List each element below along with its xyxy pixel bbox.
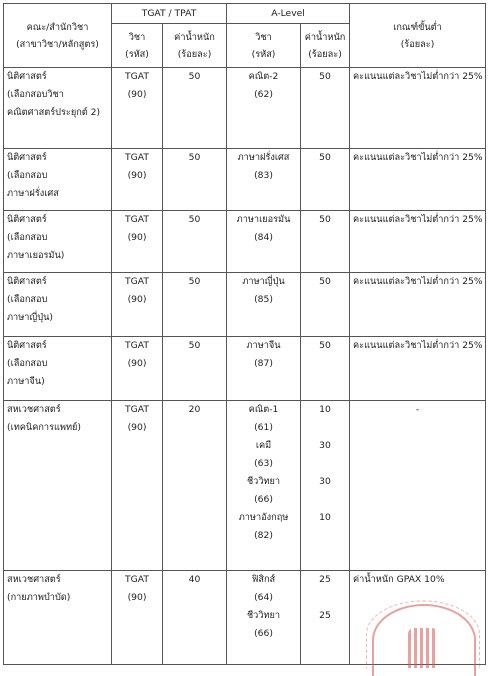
tgat-subject-header-line1: วิชา (128, 31, 146, 43)
alevel-weight-header-line2: (ร้อยละ) (308, 48, 342, 60)
faculty-cell (4, 273, 112, 337)
alevel-subject-code: (64) (254, 592, 273, 603)
weight-spacer (304, 455, 346, 473)
alevel-weight-value: 25 (319, 574, 331, 585)
tgat-subject-cell (112, 401, 163, 571)
weight-spacer (304, 589, 346, 607)
alevel-subject-code: (63) (254, 458, 273, 469)
faculty-text: คณิตศาสตร์ประยุกต์ 2) (7, 107, 101, 118)
alevel-subject-cell (227, 68, 301, 149)
weight-spacer (304, 167, 346, 185)
alevel-subject-name: ภาษาฝรั่งเศส (237, 152, 290, 163)
faculty-text: (เทคนิคการแพทย์) (7, 422, 82, 433)
faculty-cell (4, 68, 112, 149)
alevel-subject-header (227, 24, 301, 68)
alevel-subject-code: (66) (254, 628, 273, 639)
minimum-criteria-text: คะแนนแต่ละวิชาไม่ต่ำกว่า 25% (353, 340, 483, 351)
minimum-criteria-text: คะแนนแต่ละวิชาไม่ต่ำกว่า 25% (353, 71, 483, 82)
minimum-criteria-text: ค่าน้ำหนัก GPAX 10% (353, 574, 445, 585)
tgat-subject-header (112, 24, 163, 68)
alevel-subject-cell (227, 401, 301, 571)
alevel-subject-code: (82) (254, 530, 273, 541)
alevel-weight-cell (301, 68, 350, 149)
tgat-weight-value: 50 (188, 71, 201, 82)
faculty-text: นิติศาสตร์ (7, 71, 47, 82)
table-row (4, 401, 486, 571)
faculty-text: (เลือกสอบ (7, 232, 48, 243)
table-row (4, 273, 486, 337)
weight-spacer (304, 229, 346, 247)
faculty-text: นิติศาสตร์ (7, 214, 47, 225)
tgat-subject-text: TGAT (125, 214, 149, 225)
alevel-weight-value: 50 (319, 276, 331, 287)
alevel-weight-cell (301, 211, 350, 273)
alevel-subject-code: (84) (254, 232, 273, 243)
tgat-weight-header-line2: (ร้อยละ) (177, 48, 212, 60)
weight-spacer (304, 527, 346, 545)
tgat-subject-cell (112, 211, 163, 273)
table-header (4, 4, 486, 68)
faculty-cell (4, 211, 112, 273)
faculty-text: ภาษาจีน) (7, 376, 45, 387)
minimum-criteria-cell (350, 273, 486, 337)
weight-spacer (304, 625, 346, 643)
alevel-subject-code: (87) (254, 358, 273, 369)
tgat-weight-value: 20 (188, 404, 201, 415)
tgat-subject-text: TGAT (125, 574, 149, 585)
alevel-weight-value: 25 (319, 610, 331, 621)
tgat-subject-text: TGAT (125, 340, 149, 351)
minimum-criteria-cell (350, 337, 486, 401)
tgat-subject-cell (112, 149, 163, 211)
alevel-subject-name: ชีววิทยา (246, 476, 281, 487)
faculty-text: สหเวชศาสตร์ (7, 574, 61, 585)
minimum-criteria-cell (350, 211, 486, 273)
alevel-subject-name: เคมี (255, 440, 272, 451)
alevel-weight-value: 30 (319, 476, 331, 487)
table-row (4, 337, 486, 401)
alevel-weight-value: 50 (319, 71, 331, 82)
minimum-criteria-cell (350, 149, 486, 211)
faculty-text: ภาษาเยอรมัน) (7, 250, 65, 261)
alevel-subject-code: (62) (254, 89, 273, 100)
alevel-weight-cell (301, 149, 350, 211)
tgat-subject-text: (90) (127, 358, 147, 369)
faculty-text: (เลือกสอบ (7, 170, 48, 181)
tgat-group-header: TGAT / TPAT (112, 4, 227, 24)
alevel-subject-name: ภาษาจีน (246, 340, 281, 351)
tgat-weight-value: 50 (188, 152, 201, 163)
alevel-weight-header (301, 24, 350, 68)
minimum-header-line2: (ร้อยละ) (400, 38, 435, 50)
minimum-criteria-text: คะแนนแต่ละวิชาไม่ต่ำกว่า 25% (353, 152, 483, 163)
alevel-weight-cell (301, 401, 350, 571)
tgat-weight-header-line1: ค่าน้ำหนัก (174, 31, 215, 43)
tgat-weight-cell (163, 571, 227, 665)
alevel-subject-name: ภาษาอังกฤษ (238, 512, 289, 523)
faculty-text: นิติศาสตร์ (7, 276, 47, 287)
alevel-subject-name: ภาษาญี่ปุ่น (242, 276, 285, 287)
weight-spacer (304, 419, 346, 437)
faculty-text: (เลือกสอบ (7, 294, 48, 305)
faculty-text: สหเวชศาสตร์ (7, 404, 61, 415)
tgat-weight-header (163, 24, 227, 68)
alevel-weight-cell (301, 571, 350, 665)
faculty-text: (เลือกสอบวิชา (7, 89, 64, 100)
faculty-text: นิติศาสตร์ (7, 152, 47, 163)
tgat-weight-cell (163, 211, 227, 273)
tgat-subject-text: TGAT (125, 152, 149, 163)
tgat-subject-text: (90) (127, 592, 147, 603)
tgat-weight-cell (163, 401, 227, 571)
tgat-subject-text: (90) (127, 89, 147, 100)
alevel-weight-value: 10 (319, 512, 331, 523)
tgat-subject-text: (90) (127, 170, 147, 181)
alevel-subject-cell (227, 337, 301, 401)
seal-emblem-icon (408, 628, 438, 668)
table-row (4, 68, 486, 149)
alevel-subject-name: ฟิสิกส์ (251, 574, 276, 585)
alevel-subject-cell (227, 149, 301, 211)
tgat-subject-text: TGAT (125, 404, 149, 415)
alevel-subject-code: (83) (254, 170, 273, 181)
faculty-cell (4, 337, 112, 401)
alevel-subject-cell (227, 273, 301, 337)
faculty-text: ภาษาญี่ปุ่น) (7, 312, 53, 323)
weight-spacer (304, 291, 346, 309)
weight-spacer (304, 86, 346, 104)
tgat-weight-value: 40 (188, 574, 201, 585)
table-row (4, 211, 486, 273)
tgat-subject-text: (90) (127, 232, 147, 243)
faculty-column-header (4, 4, 112, 68)
faculty-cell (4, 571, 112, 665)
faculty-cell (4, 401, 112, 571)
faculty-text: นิติศาสตร์ (7, 340, 47, 351)
tgat-subject-text: (90) (127, 294, 147, 305)
tgat-subject-header-line2: (รหัส) (125, 48, 149, 60)
alevel-weight-value: 50 (319, 340, 331, 351)
alevel-subject-code: (61) (254, 422, 273, 433)
weight-spacer (304, 355, 346, 373)
faculty-cell (4, 149, 112, 211)
faculty-text: (กายภาพบำบัด) (7, 592, 71, 603)
tgat-subject-cell (112, 68, 163, 149)
tgat-weight-cell (163, 273, 227, 337)
alevel-subject-code: (66) (254, 494, 273, 505)
table-row (4, 149, 486, 211)
minimum-criteria-cell (350, 68, 486, 149)
faculty-header-line2: (สาขาวิชา/หลักสูตร) (16, 38, 99, 50)
minimum-column-header (350, 4, 486, 68)
alevel-weight-value: 50 (319, 152, 331, 163)
alevel-weight-cell (301, 337, 350, 401)
tgat-weight-cell (163, 68, 227, 149)
tgat-subject-text: (90) (127, 422, 147, 433)
alevel-subject-name: ชีววิทยา (246, 610, 281, 621)
tgat-weight-value: 50 (188, 340, 201, 351)
minimum-criteria-text: คะแนนแต่ละวิชาไม่ต่ำกว่า 25% (353, 276, 483, 287)
faculty-text: (เลือกสอบ (7, 358, 48, 369)
table-body (4, 68, 486, 665)
alevel-subject-cell (227, 211, 301, 273)
faculty-header-line1: คณะ/สำนักวิชา (26, 21, 89, 33)
alevel-subject-header-line1: วิชา (255, 31, 272, 43)
alevel-weight-value: 10 (319, 404, 331, 415)
tgat-subject-text: TGAT (125, 71, 149, 82)
tgat-weight-value: 50 (188, 214, 201, 225)
alevel-subject-name: คณิต-1 (248, 404, 279, 415)
alevel-weight-value: 30 (319, 440, 331, 451)
tgat-subject-cell (112, 571, 163, 665)
admission-criteria-table (3, 3, 486, 665)
alevel-subject-name: คณิต-2 (248, 71, 279, 82)
tgat-weight-cell (163, 337, 227, 401)
tgat-subject-text: TGAT (125, 276, 149, 287)
alevel-weight-cell (301, 273, 350, 337)
tgat-weight-cell (163, 149, 227, 211)
faculty-text: ภาษาฝรั่งเศส (7, 188, 59, 199)
alevel-weight-header-line1: ค่าน้ำหนัก (304, 31, 346, 43)
minimum-criteria-text: - (415, 404, 420, 415)
tgat-subject-cell (112, 273, 163, 337)
alevel-subject-code: (85) (254, 294, 273, 305)
tgat-weight-value: 50 (188, 276, 201, 287)
minimum-header-line1: เกณฑ์ขั้นต่ำ (393, 21, 442, 33)
minimum-criteria-cell (350, 401, 486, 571)
tgat-subject-cell (112, 337, 163, 401)
alevel-weight-value: 50 (319, 214, 331, 225)
alevel-subject-cell (227, 571, 301, 665)
alevel-group-header: A-Level (227, 4, 350, 24)
alevel-subject-header-line2: (รหัส) (251, 48, 276, 60)
weight-spacer (304, 491, 346, 509)
alevel-subject-name: ภาษาเยอรมัน (236, 214, 291, 225)
minimum-criteria-text: คะแนนแต่ละวิชาไม่ต่ำกว่า 25% (353, 214, 483, 225)
